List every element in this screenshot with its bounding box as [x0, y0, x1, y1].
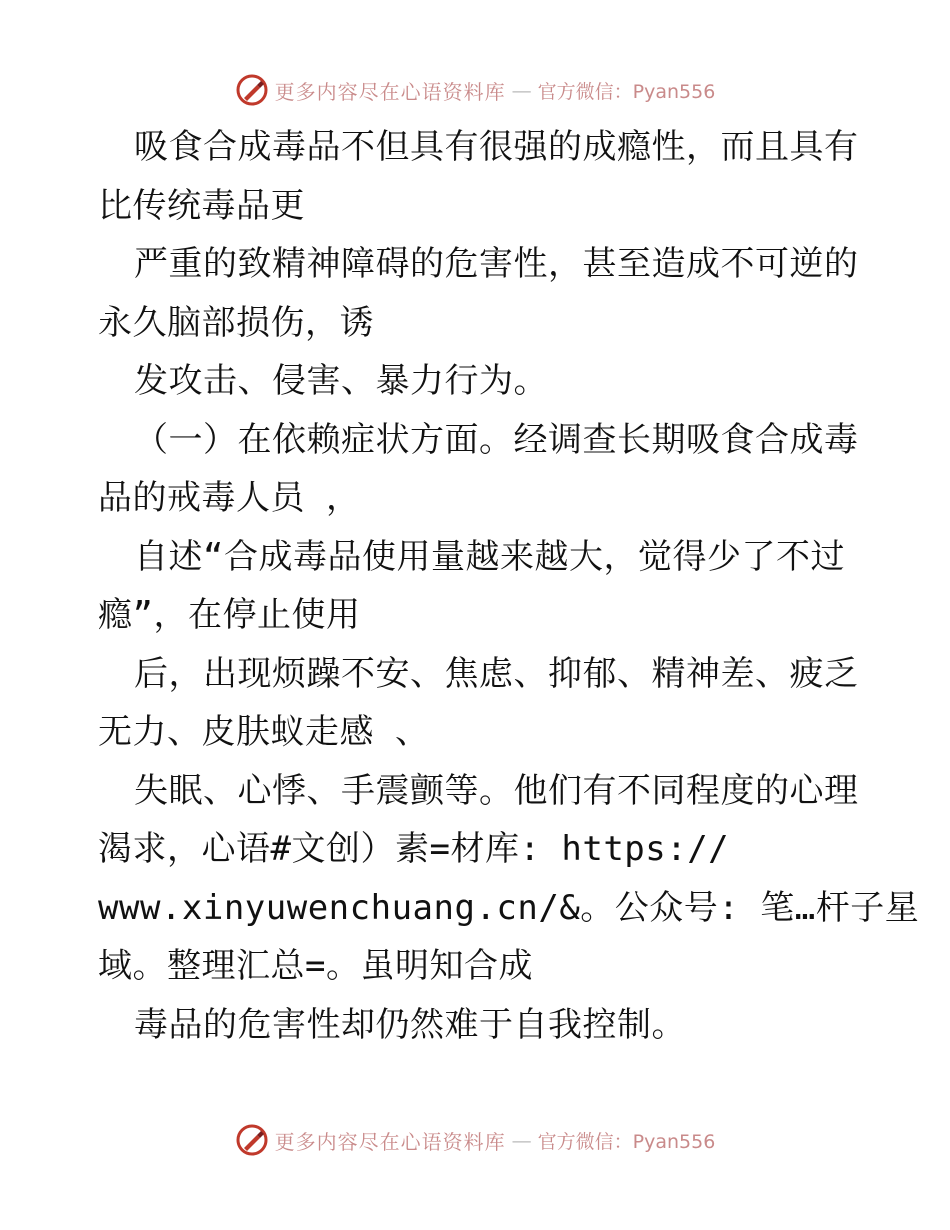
footer-banner — [0, 1120, 950, 1160]
footer-banner-wechat: 官方微信：Pyan556 — [537, 1130, 716, 1153]
body-line: 后，出现烦躁不安、焦虑、抑郁、精神差、疲乏 — [134, 653, 859, 694]
body-line: 自述“合成毒品使用量越来越大，觉得少了不过 — [134, 536, 845, 577]
body-line: 瘾”，在停止使用 — [98, 595, 361, 635]
body-line: （一）在依赖症状方面。经调查长期吸食合成毒 — [134, 419, 859, 460]
header-banner-wechat: 官方微信：Pyan556 — [537, 80, 716, 103]
body-line: 域。整理汇总=。虽明知合成 — [98, 946, 533, 986]
body-line: 发攻击、侵害、暴力行为。 — [134, 361, 548, 401]
pen-logo-icon — [235, 73, 269, 107]
body-line: www.xinyuwenchuang.cn/&。公众号: 笔…杆子星 — [98, 887, 920, 928]
body-line: 无力、皮肤蚁走感 、 — [98, 712, 430, 752]
body-line: 渴求，心语#文创）素=材库: https:// — [98, 829, 730, 869]
header-banner-text: 更多内容尽在心语资料库 — [274, 79, 506, 104]
footer-banner-text: 更多内容尽在心语资料库 — [274, 1129, 506, 1154]
body-line: 吸食合成毒品不但具有很强的成瘾性，而且具有 — [134, 127, 859, 167]
body-line: 比传统毒品更 — [98, 185, 305, 226]
body-line: 永久脑部损伤，诱 — [98, 302, 374, 343]
document-body — [98, 118, 920, 1054]
body-line: 失眠、心悸、手震颤等。他们有不同程度的心理 — [134, 770, 859, 811]
footer-banner-separator: — — [511, 1128, 532, 1152]
body-line: 品的戒毒人员 ， — [98, 478, 361, 518]
body-line: 毒品的危害性却仍然难于自我控制。 — [134, 1004, 686, 1045]
pen-logo-icon — [235, 1123, 269, 1157]
header-banner-separator: — — [511, 78, 532, 102]
body-line: 严重的致精神障碍的危害性，甚至造成不可逆的 — [134, 244, 859, 284]
header-banner — [0, 70, 950, 110]
